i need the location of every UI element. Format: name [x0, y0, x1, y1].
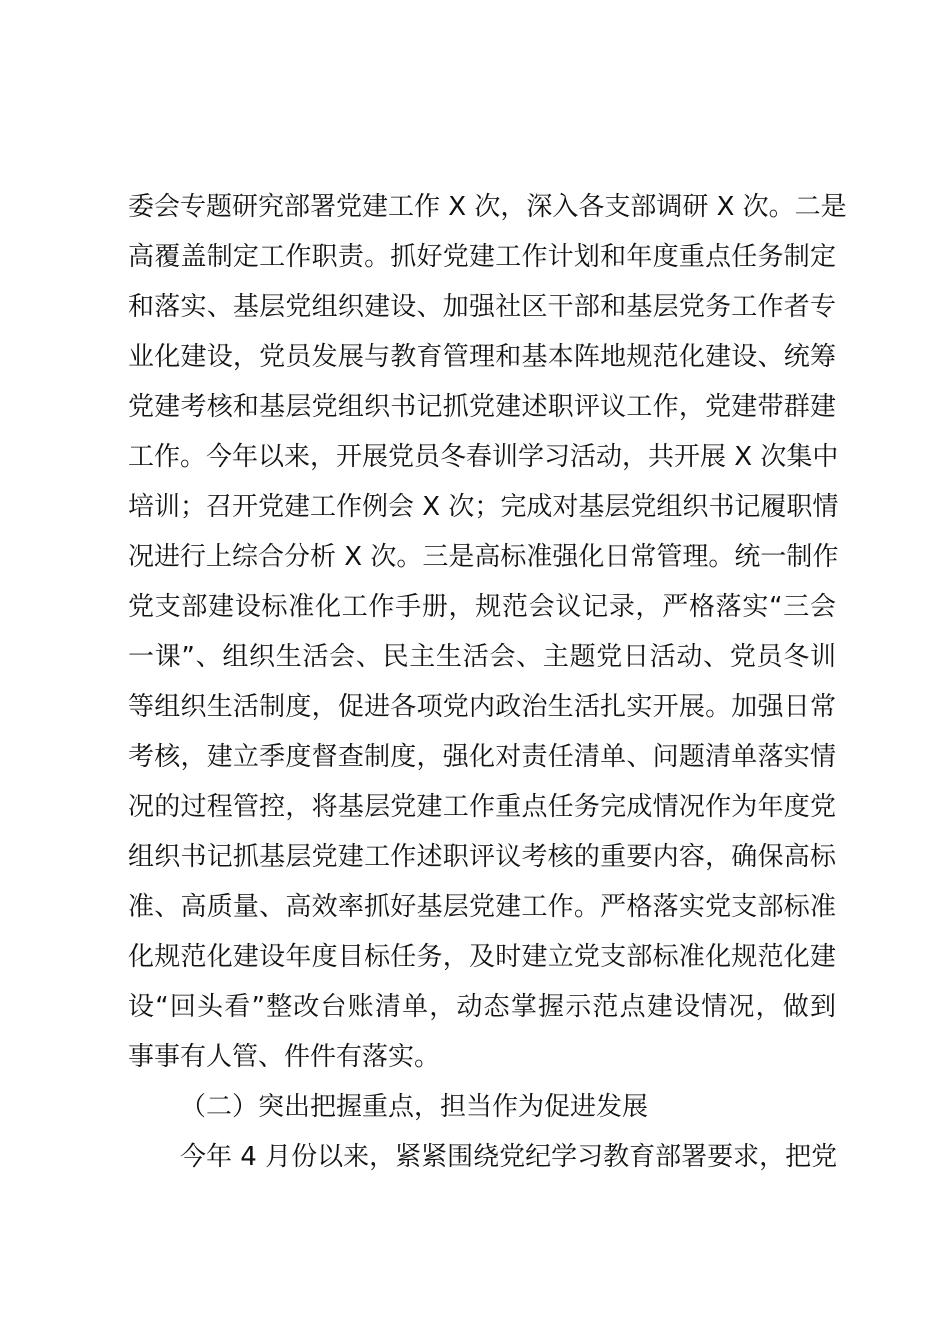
text-line: 化规范化建设年度目标任务，及时建立党支部标准化规范化建 — [128, 942, 836, 972]
text-line: 党建考核和基层党组织书记抓党建述职评议工作，党建带群建 — [128, 392, 836, 422]
text-line: 事事有人管、件件有落实。 — [128, 1042, 441, 1072]
text-line: 设“回头看”整改台账清单，动态掌握示范点建设情况，做到 — [128, 992, 836, 1022]
text-line: 党支部建设标准化工作手册，规范会议记录，严格落实“三会 — [128, 592, 836, 622]
text-line: 一课”、组织生活会、民主生活会、主题党日活动、党员冬训 — [128, 642, 836, 672]
text-line: 况的过程管控，将基层党建工作重点任务完成情况作为年度党 — [128, 792, 836, 822]
text-line: 等组织生活制度，促进各项党内政治生活扎实开展。加强日常 — [128, 692, 836, 722]
text-line: 培训；召开党建工作例会 X 次；完成对基层党组织书记履职情 — [128, 492, 839, 522]
text-line: 准、高质量、高效率抓好基层党建工作。严格落实党支部标准 — [128, 892, 836, 922]
text-line: 和落实、基层党组织建设、加强社区干部和基层党务工作者专 — [128, 292, 836, 322]
paragraph-2-line: 今年 4 月份以来，紧紧围绕党纪学习教育部署要求，把党 — [180, 1142, 838, 1172]
text-line: 工作。今年以来，开展党员冬春训学习活动，共开展 X 次集中 — [128, 442, 839, 472]
section-heading: （二）突出把握重点，担当作为促进发展 — [180, 1092, 649, 1122]
paragraph-1 — [128, 182, 847, 1082]
text-line: 高覆盖制定工作职责。抓好党建工作计划和年度重点任务制定 — [128, 242, 836, 272]
text-line: 况进行上综合分析 X 次。三是高标准强化日常管理。统一制作 — [128, 542, 839, 572]
text-line: 考核，建立季度督查制度，强化对责任清单、问题清单落实情 — [128, 742, 836, 772]
text-line: 委会专题研究部署党建工作 X 次，深入各支部调研 X 次。二是 — [128, 192, 847, 222]
document-body — [128, 182, 847, 1182]
text-line: 业化建设，党员发展与教育管理和基本阵地规范化建设、统筹 — [128, 342, 836, 372]
text-line: 组织书记抓基层党建工作述职评议考核的重要内容，确保高标 — [128, 842, 836, 872]
